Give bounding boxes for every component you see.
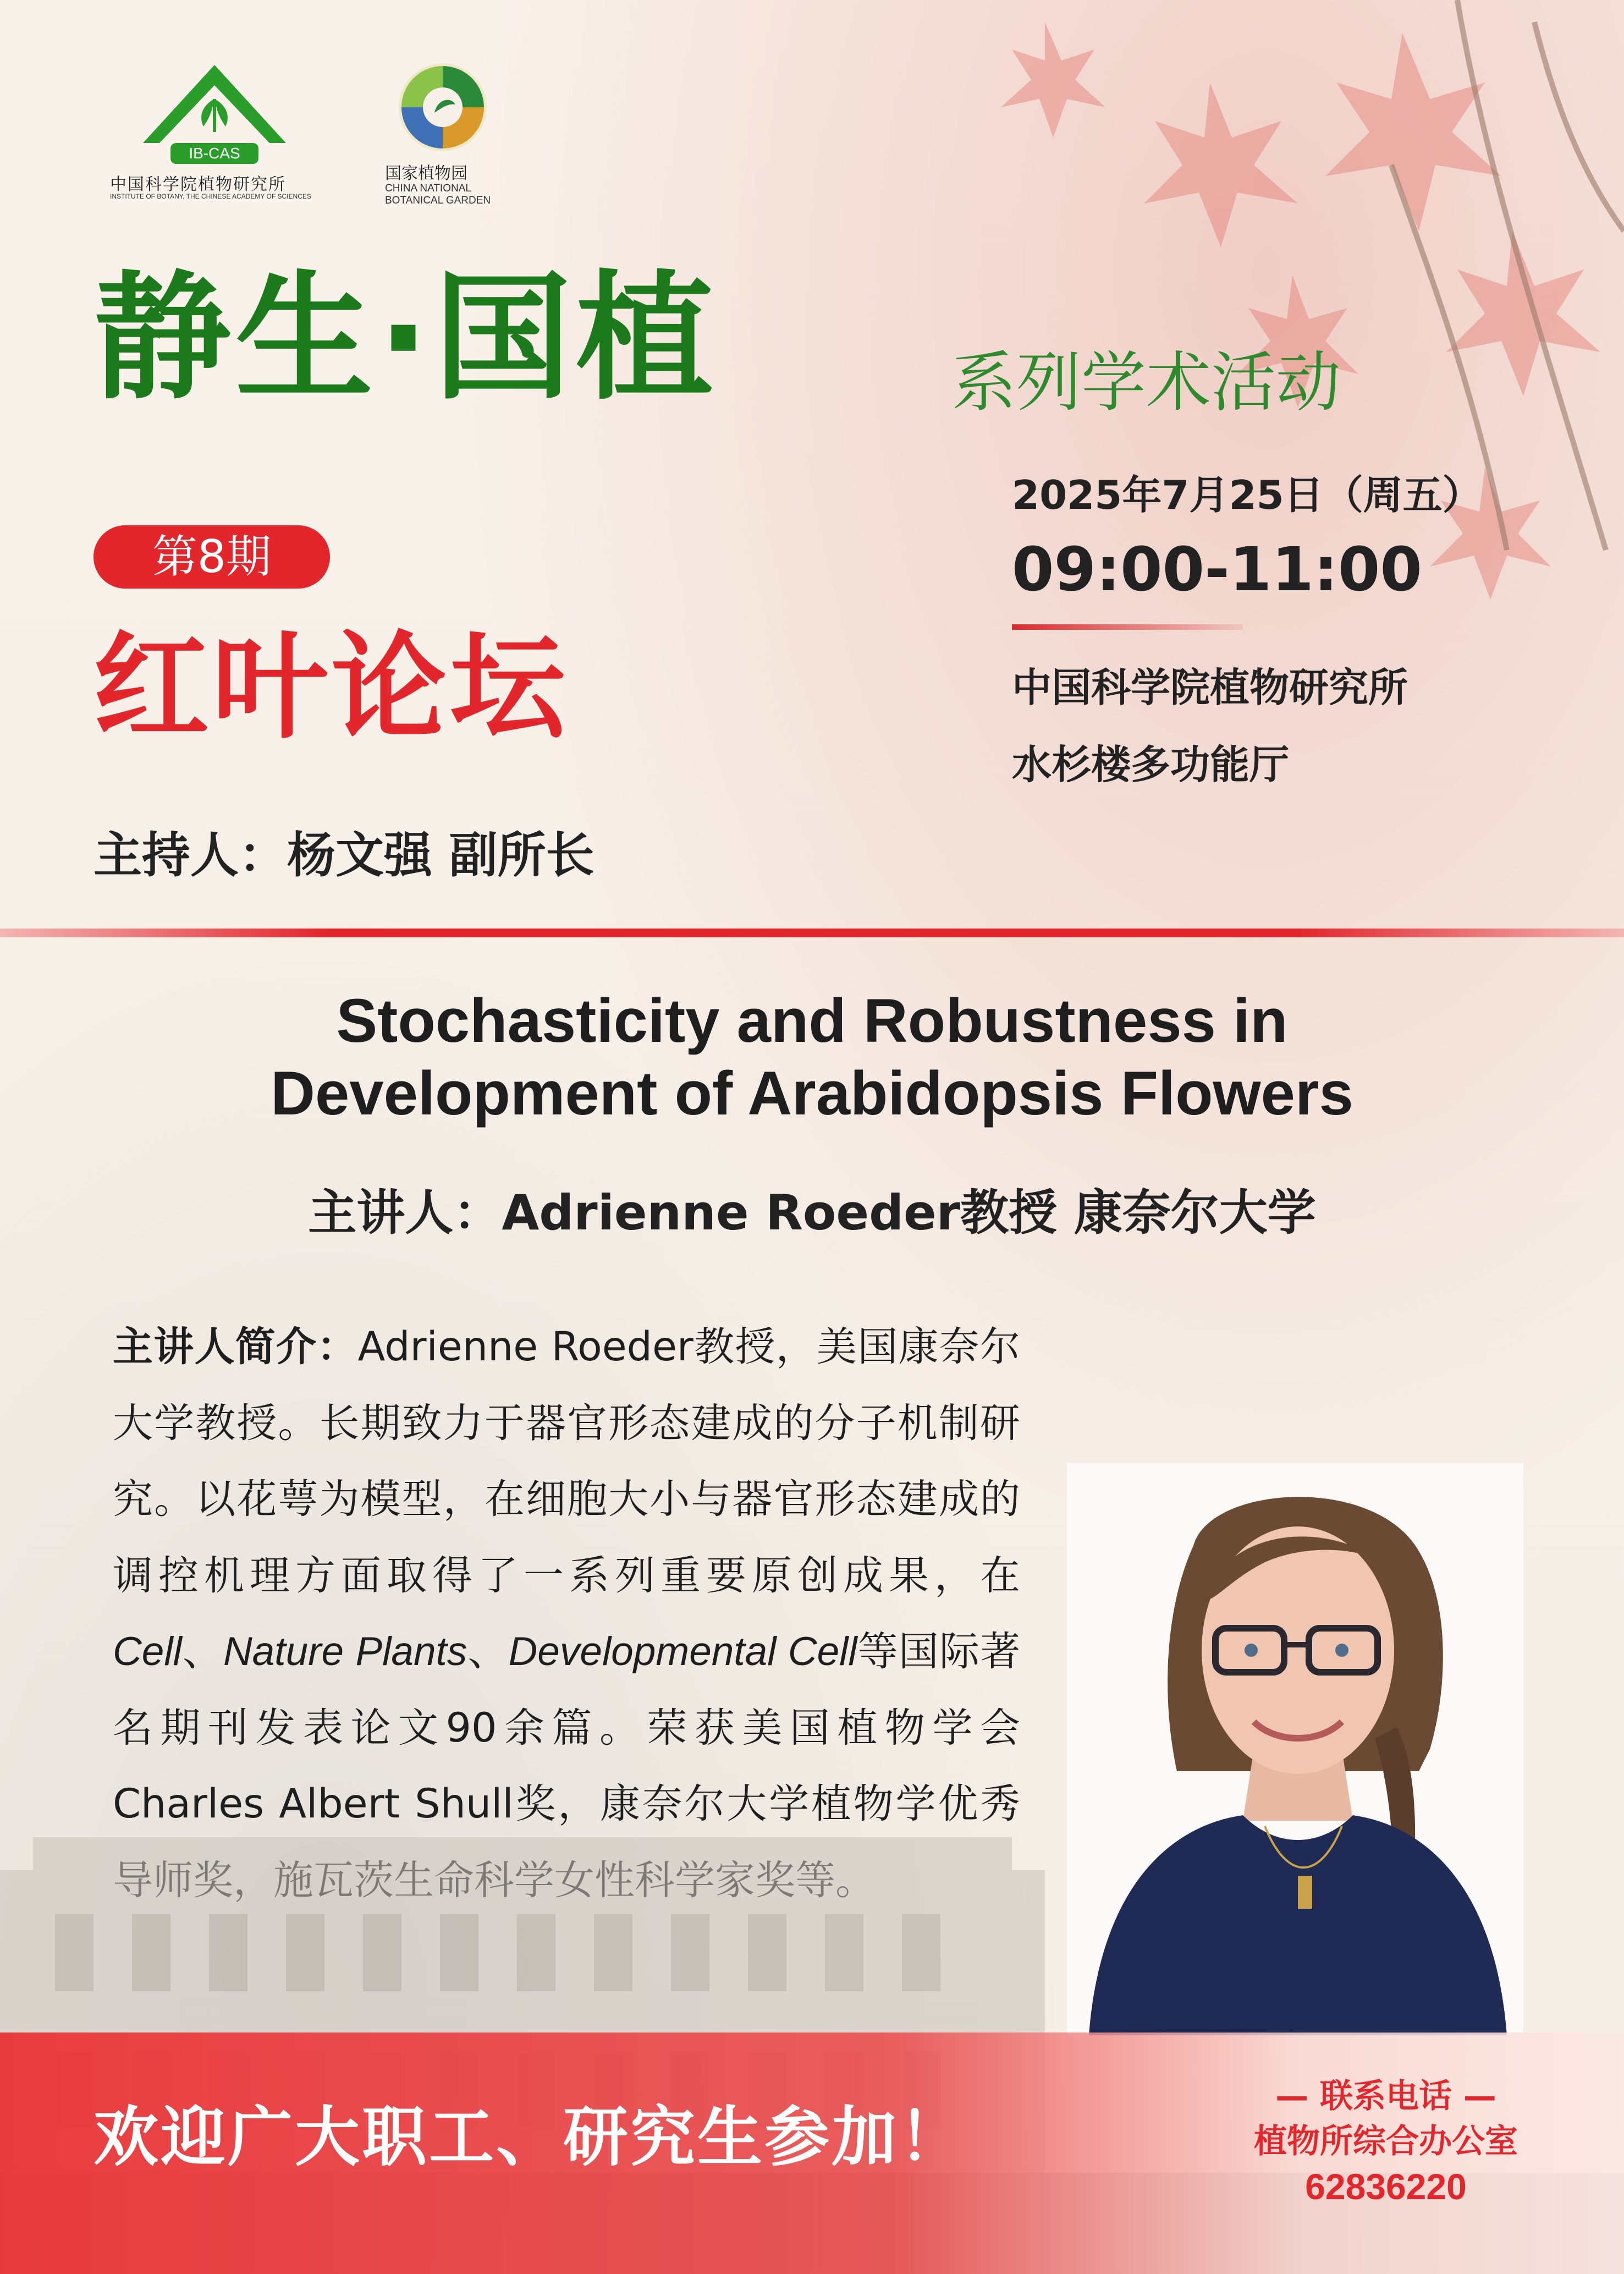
ibcas-leaf-icon — [137, 61, 291, 165]
bio-sep-1: 、 — [181, 1628, 223, 1675]
talk-title — [55, 985, 1569, 1130]
venue-line-1: 中国科学院植物研究所 — [1012, 664, 1408, 711]
cnbg-name-en: CHINA NATIONAL BOTANICAL GARDEN — [385, 183, 491, 206]
section-divider — [0, 929, 1624, 937]
speaker-line: 主讲人：Adrienne Roeder教授 康奈尔大学 — [308, 1184, 1316, 1241]
talk-title-line-2: Development of Arabidopsis Flowers — [271, 1059, 1353, 1128]
contact-phone: 62836220 — [1305, 2166, 1467, 2207]
bio-journal-developmental-cell: Developmental Cell — [508, 1629, 857, 1674]
ibcas-name-en: INSTITUTE OF BOTANY, THE CHINESE ACADEMY OF SCIENCES — [110, 193, 311, 200]
cnbg-name-cn: 国家植物园 — [385, 164, 467, 183]
bio-part-2: 等国际著名期刊发表论文90余篇。荣获美国植物学会 Charles Albert Shull奖，康奈尔大学植物学优秀 — [113, 1628, 1021, 1827]
bio-journal-nature-plants: Nature Plants — [223, 1629, 467, 1674]
main-title: 静生·国植 — [93, 258, 718, 418]
ibcas-name-cn: 中国科学院植物研究所 — [110, 175, 286, 194]
cnbg-logo — [374, 61, 517, 209]
event-date: 2025年7月25日（周五） — [1012, 472, 1482, 518]
ibcas-logo — [110, 61, 319, 209]
speaker-portrait — [1067, 1463, 1523, 2035]
contact-title: — 联系电话 — — [1275, 2077, 1496, 2116]
host-line: 主持人：杨文强 副所长 — [93, 827, 594, 883]
forum-title: 红叶论坛 — [93, 620, 569, 755]
bio-part-1: Adrienne Roeder教授，美国康奈尔大学教授。长期致力于器官形态建成的分子机制研究。以花萼为模型，在细胞大小与器官形态建成的调控机理方面取得了一系列重要原创成果，在 — [113, 1323, 1020, 1599]
contact-office: 植物所综合办公室 — [1254, 2122, 1518, 2161]
venue-line-2: 水杉楼多功能厅 — [1012, 741, 1290, 788]
ibcas-badge-text: IB-CAS — [189, 145, 240, 162]
sub-title: 系列学术活动 — [951, 344, 1341, 420]
bio-journal-cell: Cell — [113, 1629, 182, 1674]
time-underline — [1012, 624, 1243, 630]
bio-sep-2: 、 — [467, 1628, 509, 1675]
talk-title-line-1: Stochasticity and Robustness in — [336, 986, 1288, 1055]
bio-lead: 主讲人简介： — [113, 1323, 358, 1370]
event-venue — [1012, 649, 1408, 803]
welcome-message: 欢迎广大职工、研究生参加！ — [93, 2099, 966, 2175]
issue-badge: 第8期 — [93, 525, 330, 589]
cnbg-emblem-icon — [396, 61, 489, 154]
contact-block — [1199, 2074, 1573, 2209]
event-time: 09:00-11:00 — [1012, 534, 1422, 605]
